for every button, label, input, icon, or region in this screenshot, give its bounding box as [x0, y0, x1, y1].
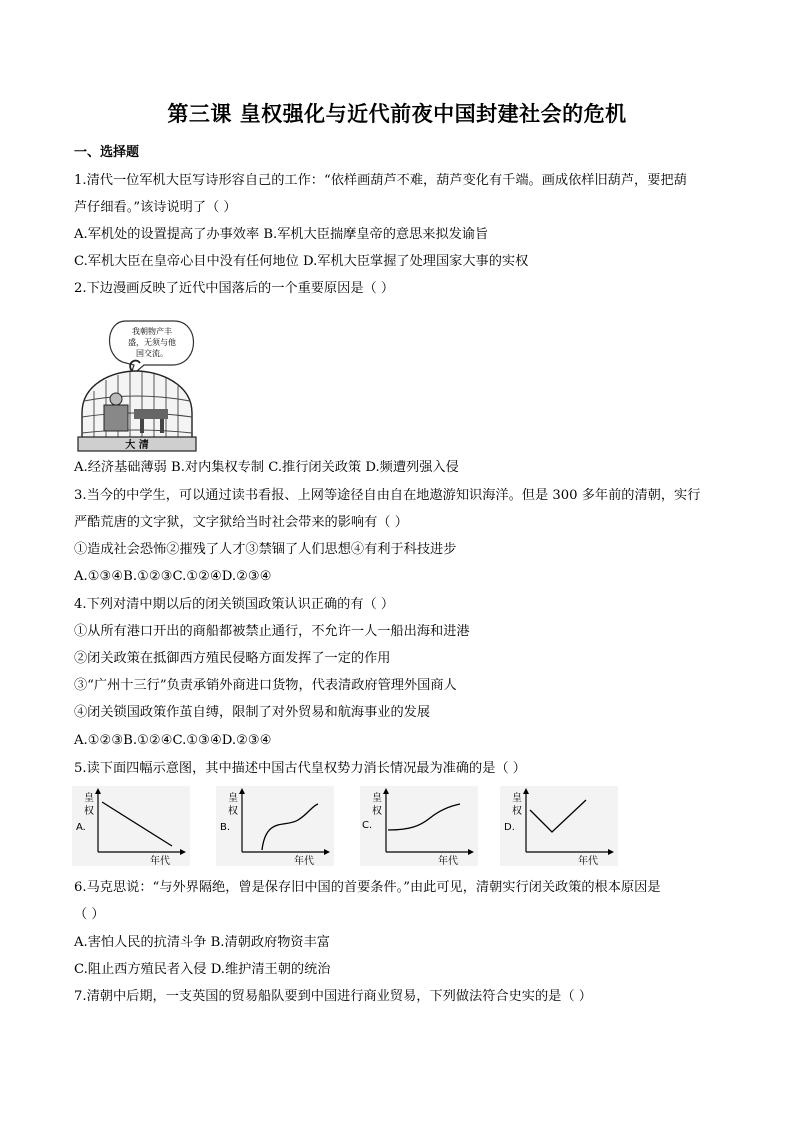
q4-item-1: ①从所有港口开出的商船都被禁止通行，不允许一人一船出海和进港	[74, 624, 470, 639]
q4-item-4: ④闭关锁国政策作茧自缚，限制了对外贸易和航海事业的发展	[74, 705, 431, 720]
bubble-line-3: 国交流。	[136, 349, 168, 358]
bubble-line-2: 盛，无须与他	[128, 338, 176, 347]
q3-stem-line2: 严酷荒唐的文字狱，文字狱给当时社会带来的影响有（ ）	[74, 515, 408, 530]
q3-stem-line1: 3.当今的中学生，可以通过读书看报、上网等途径自由自在地遨游知识海洋。但是 300 多年前的清朝，实行	[74, 488, 701, 503]
q4-options: A.①②③B.①②④C.①③④D.②③④	[74, 733, 272, 748]
q2-stem: 2.下边漫画反映了近代中国落后的一个重要原因是（ ）	[74, 281, 395, 296]
graph-c-ylabel-1: 皇	[372, 793, 382, 804]
graph-d	[500, 786, 618, 866]
cage-label: 大 清	[125, 440, 149, 451]
q3-items: ①造成社会恐怖②摧残了人才③禁锢了人们思想④有利于科技进步	[74, 542, 457, 557]
q6-stem-line1: 6.马克思说：“与外界隔绝，曾是保存旧中国的首要条件。”由此可见，清朝实行闭关政策的根本原因是	[74, 880, 661, 895]
graph-a-ylabel-2: 权	[84, 806, 94, 817]
cage-icon	[78, 361, 196, 451]
graph-b-ylabel-1: 皇	[228, 793, 238, 804]
graph-b	[216, 786, 334, 866]
graph-a-option: A.	[76, 822, 86, 833]
q1-stem-line2: 芦仔细看。”该诗说明了（ ）	[74, 200, 237, 215]
q1-stem-line1: 1.清代一位军机大臣写诗形容自己的工作：“依样画葫芦不难，葫芦变化有千端。画成依样旧葫芦，要把葫	[74, 173, 687, 188]
q3-options: A.①③④B.①②③C.①②④D.②③④	[74, 569, 272, 584]
graph-d-ylabel-2: 权	[512, 806, 522, 817]
bubble-line-1: 我朝物产丰	[132, 327, 172, 336]
graph-a-xlabel: 年代	[150, 856, 170, 866]
graph-a-ylabel-1: 皇	[84, 793, 94, 804]
graph-c-xlabel: 年代	[438, 856, 458, 866]
graph-b-option: B.	[220, 822, 231, 833]
page-title: 第三课 皇权强化与近代前夜中国封建社会的危机	[167, 102, 627, 126]
graph-a	[72, 786, 190, 866]
graph-d-ylabel-1: 皇	[512, 793, 522, 804]
q4-item-3: ③“广州十三行”负责承销外商进口货物，代表清政府管理外国商人	[74, 678, 457, 693]
q4-stem: 4.下列对清中期以后的闭关锁国政策认识正确的有（ ）	[74, 597, 395, 612]
q6-options-line1: A.害怕人民的抗清斗争 B.清朝政府物资丰富	[74, 935, 330, 950]
graph-b-xlabel: 年代	[294, 856, 314, 866]
q4-item-2: ②闭关政策在抵御西方殖民侵略方面发挥了一定的作用	[74, 651, 391, 666]
section-heading: 一、选择题	[74, 145, 140, 160]
graph-c-option: C.	[362, 820, 373, 831]
q1-options-line2: C.军机大臣在皇帝心目中没有任何地位 D.军机大臣掌握了处理国家大事的实权	[74, 254, 529, 269]
graph-c	[360, 786, 478, 866]
q7-stem: 7.清朝中后期，一支英国的贸易船队要到中国进行商业贸易，下列做法符合史实的是（ ）	[74, 989, 592, 1004]
graph-c-ylabel-2: 权	[372, 806, 382, 817]
graph-d-option: D.	[504, 822, 515, 833]
q6-options-line2: C.阻止西方殖民者入侵 D.维护清王朝的统治	[74, 962, 331, 977]
q6-stem-line2: （ ）	[74, 907, 105, 922]
q5-stem: 5.读下面四幅示意图，其中描述中国古代皇权势力消长情况最为准确的是（ ）	[74, 761, 526, 776]
q1-options-line1: A.军机处的设置提高了办事效率 B.军机大臣揣摩皇帝的意思来拟发谕旨	[74, 227, 489, 242]
q2-options: A.经济基础薄弱 B.对内集权专制 C.推行闭关政策 D.频遭列强入侵	[74, 460, 459, 475]
birdcage-cartoon	[74, 313, 204, 455]
graph-b-ylabel-2: 权	[228, 806, 238, 817]
graph-d-xlabel: 年代	[578, 856, 598, 866]
